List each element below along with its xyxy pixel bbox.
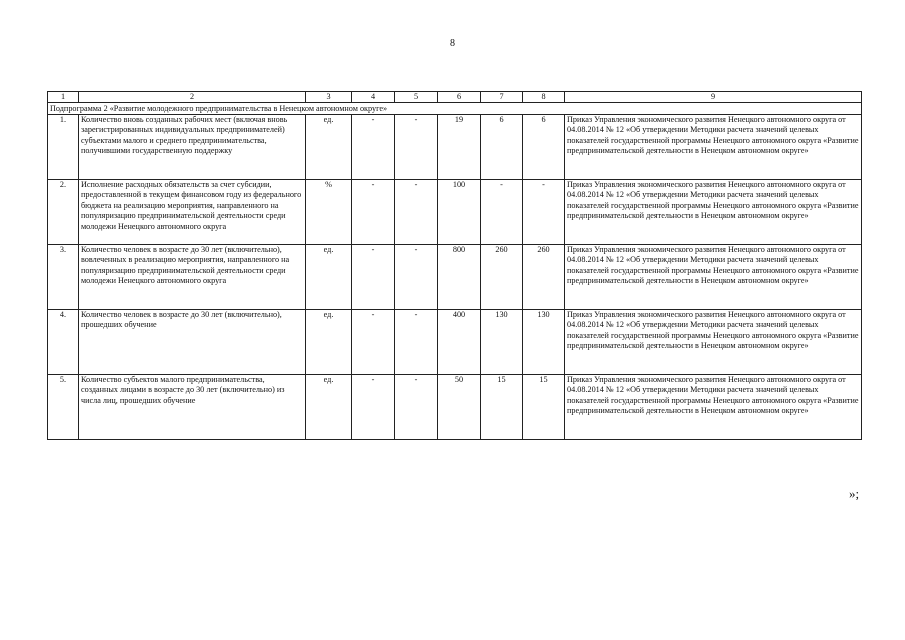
- table-row: [48, 180, 862, 245]
- column-header: 6: [438, 92, 481, 103]
- column-header: 4: [352, 92, 395, 103]
- source-document: Приказ Управления экономического развития Ненецкого автономного округа от 04.08.2014 № 12 «Об утверждении Методики расчета значений целевых показателей государственной программы Ненецкого автономного округа «Развитие предпринимательской деятельности в Ненецком автономном округе»: [565, 310, 862, 375]
- unit-cell: ед.: [306, 245, 352, 310]
- value-cell: -: [352, 180, 395, 245]
- indicator-name: Количество субъектов малого предпринимательства, созданных лицами в возрасте до 30 лет (включительно) из числа лиц, прошедших обучение: [79, 375, 306, 440]
- value-cell: -: [352, 115, 395, 180]
- unit-cell: ед.: [306, 310, 352, 375]
- row-number: 4.: [48, 310, 79, 375]
- value-cell: 130: [523, 310, 565, 375]
- value-cell: -: [523, 180, 565, 245]
- unit-cell: ед.: [306, 375, 352, 440]
- value-cell: 130: [481, 310, 523, 375]
- indicator-name: Количество человек в возрасте до 30 лет (включительно), вовлеченных в реализацию мероприятия, направленного на популяризацию предпринимательской деятельности среди молодежи Ненецкого автономного округа: [79, 245, 306, 310]
- subprogram-title: Подпрограмма 2 «Развитие молодежного предпринимательства в Ненецком автономном округе»: [48, 103, 862, 115]
- column-header: 9: [565, 92, 862, 103]
- column-header: 1: [48, 92, 79, 103]
- column-number-row: [48, 92, 862, 103]
- value-cell: -: [352, 310, 395, 375]
- row-number: 3.: [48, 245, 79, 310]
- value-cell: 6: [481, 115, 523, 180]
- column-header: 3: [306, 92, 352, 103]
- value-cell: -: [395, 375, 438, 440]
- value-cell: 260: [481, 245, 523, 310]
- unit-cell: %: [306, 180, 352, 245]
- source-document: Приказ Управления экономического развития Ненецкого автономного округа от 04.08.2014 № 12 «Об утверждении Методики расчета значений целевых показателей государственной программы Ненецкого автономного округа «Развитие предпринимательской деятельности в Ненецком автономном округе»: [565, 375, 862, 440]
- table-row: [48, 310, 862, 375]
- table-row: [48, 245, 862, 310]
- value-cell: 6: [523, 115, 565, 180]
- value-cell: 800: [438, 245, 481, 310]
- column-header: 5: [395, 92, 438, 103]
- row-number: 5.: [48, 375, 79, 440]
- value-cell: 15: [481, 375, 523, 440]
- value-cell: -: [395, 115, 438, 180]
- value-cell: 100: [438, 180, 481, 245]
- value-cell: -: [395, 245, 438, 310]
- column-header: 2: [79, 92, 306, 103]
- value-cell: -: [352, 245, 395, 310]
- source-document: Приказ Управления экономического развития Ненецкого автономного округа от 04.08.2014 № 12 «Об утверждении Методики расчета значений целевых показателей государственной программы Ненецкого автономного округа «Развитие предпринимательской деятельности в Ненецком автономном округе»: [565, 180, 862, 245]
- column-header: 8: [523, 92, 565, 103]
- table-row: [48, 115, 862, 180]
- value-cell: 400: [438, 310, 481, 375]
- closing-quote-mark: »;: [849, 486, 860, 501]
- page-number: 8: [450, 38, 455, 49]
- table-row: [48, 375, 862, 440]
- indicator-name: Количество вновь созданных рабочих мест (включая вновь зарегистрированных индивидуальных предпринимателей) субъектами малого и среднего предпринимательства, получившими государственную поддержку: [79, 115, 306, 180]
- source-document: Приказ Управления экономического развития Ненецкого автономного округа от 04.08.2014 № 12 «Об утверждении Методики расчета значений целевых показателей государственной программы Ненецкого автономного округа «Развитие предпринимательской деятельности в Ненецком автономном округе»: [565, 245, 862, 310]
- value-cell: 260: [523, 245, 565, 310]
- value-cell: 19: [438, 115, 481, 180]
- column-header: 7: [481, 92, 523, 103]
- row-number: 2.: [48, 180, 79, 245]
- value-cell: 15: [523, 375, 565, 440]
- indicator-name: Количество человек в возрасте до 30 лет (включительно), прошедших обучение: [79, 310, 306, 375]
- indicator-name: Исполнение расходных обязательств за счет субсидии, предоставленной в текущем финансовом году из федерального бюджета на реализацию мероприятия, направленного на популяризацию предпринимательской деятельности среди молодежи Ненецкого автономного округа: [79, 180, 306, 245]
- value-cell: -: [395, 310, 438, 375]
- value-cell: -: [481, 180, 523, 245]
- row-number: 1.: [48, 115, 79, 180]
- value-cell: 50: [438, 375, 481, 440]
- subprogram-row: [48, 103, 862, 115]
- value-cell: -: [395, 180, 438, 245]
- source-document: Приказ Управления экономического развития Ненецкого автономного округа от 04.08.2014 № 12 «Об утверждении Методики расчета значений целевых показателей государственной программы Ненецкого автономного округа «Развитие предпринимательской деятельности в Ненецком автономном округе»: [565, 115, 862, 180]
- unit-cell: ед.: [306, 115, 352, 180]
- value-cell: -: [352, 375, 395, 440]
- indicators-table: [47, 91, 862, 440]
